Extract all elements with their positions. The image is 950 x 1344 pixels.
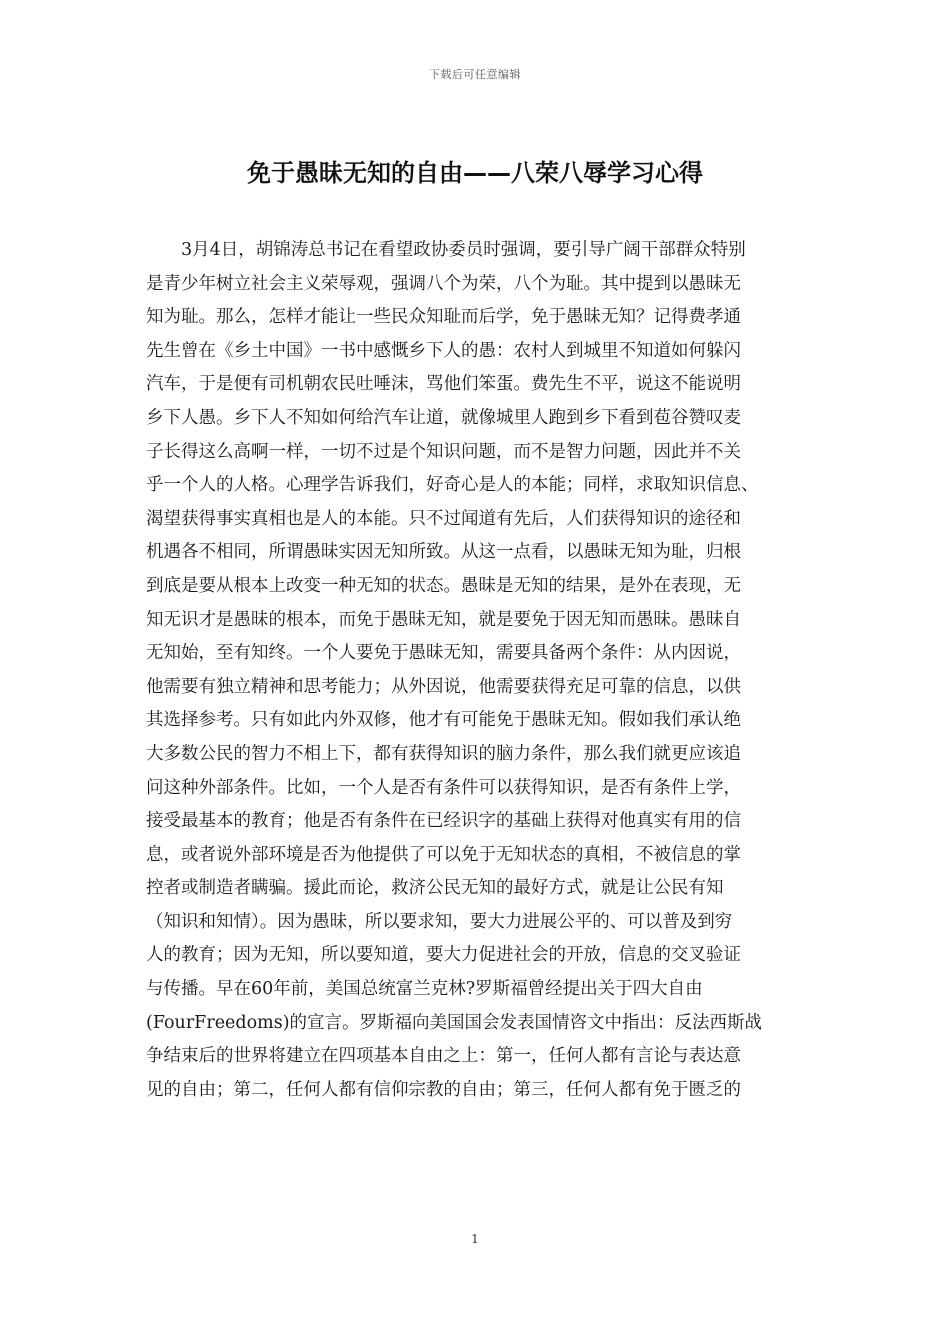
- body-line: 汽车，于是便有司机朝农民吐唾沫，骂他们笨蛋。费先生不平，说这不能说明: [146, 374, 741, 395]
- page-header-note: 下载后可任意编辑: [429, 68, 521, 81]
- body-line: (FourFreedoms)的宣言。罗斯福向美国国会发表国情咨文中指出：反法西斯战: [146, 1012, 763, 1033]
- body-line: 到底是要从根本上改变一种无知的状态。愚昧是无知的结果，是外在表现，无: [146, 575, 741, 596]
- body-line: 见的自由；第二，任何人都有信仰宗教的自由；第三，任何人都有免于匮乏的: [146, 1079, 741, 1100]
- body-line: 其选择参考。只有如此内外双修，他才有可能免于愚昧无知。假如我们承认绝: [146, 710, 741, 731]
- body-line: 3月4日，胡锦涛总书记在看望政协委员时强调，要引导广阔干部群众特别: [146, 240, 746, 260]
- body-line: 他需要有独立精神和思考能力；从外因说，他需要获得充足可靠的信息，以供: [146, 676, 741, 697]
- body-line: 乡下人愚。乡下人不知如何给汽车让道，就像城里人跑到乡下看到苞谷赞叹麦: [146, 407, 741, 428]
- body-line: 先生曾在《乡土中国》一书中感慨乡下人的愚：农村人到城里不知道如何躲闪: [146, 340, 741, 361]
- body-line: 与传播。早在60年前，美国总统富兰克林?罗斯福曾经提出关于四大自由: [146, 979, 703, 1000]
- body-line: 息，或者说外部环境是否为他提供了可以免于无知状态的真相，不被信息的掌: [146, 844, 741, 865]
- body-line: 机遇各不相同，所谓愚昧实因无知所致。从这一点看，以愚昧无知为耻，归根: [146, 542, 741, 563]
- body-line: 知为耻。那么，怎样才能让一些民众知耻而后学，免于愚昧无知？记得费孝通: [146, 307, 741, 328]
- body-line: 争结束后的世界将建立在四项基本自由之上：第一，任何人都有言论与表达意: [146, 1046, 741, 1067]
- body-paragraph: [146, 234, 806, 1107]
- page-number: 1: [471, 1232, 479, 1246]
- body-line: 乎一个人的人格。心理学告诉我们，好奇心是人的本能；同样，求取知识信息、: [146, 475, 759, 496]
- body-line: （知识和知情）。因为愚昧，所以要求知，要大力进展公平的、可以普及到穷: [146, 911, 733, 932]
- body-line: 无知始，至有知终。一个人要免于愚昧无知，需要具备两个条件：从内因说，: [146, 643, 741, 664]
- body-line: 大多数公民的智力不相上下，都有获得知识的脑力条件，那么我们就更应该追: [146, 743, 741, 764]
- body-line: 是青少年树立社会主义荣辱观，强调八个为荣，八个为耻。其中提到以愚昧无: [146, 273, 741, 294]
- body-line: 渴望获得事实真相也是人的本能。只不过闻道有先后，人们获得知识的途径和: [146, 508, 741, 529]
- body-line: 问这种外部条件。比如，一个人是否有条件可以获得知识，是否有条件上学，: [146, 777, 741, 798]
- body-line: 子长得这么高啊一样，一切不过是个知识问题，而不是智力问题，因此并不关: [146, 441, 741, 462]
- body-line: 接受最基本的教育；他是否有条件在已经识字的基础上获得对他真实有用的信: [146, 811, 741, 832]
- body-line: 控者或制造者瞒骗。援此而论，救济公民无知的最好方式，就是让公民有知: [146, 878, 724, 899]
- body-line: 知无识才是愚昧的根本，而免于愚昧无知，就是要免于因无知而愚昧。愚昧自: [146, 609, 741, 630]
- body-line: 人的教育；因为无知，所以要知道，要大力促进社会的开放，信息的交叉验证: [146, 945, 741, 966]
- document-title: 免于愚昧无知的自由——八荣八辱学习心得: [247, 159, 703, 187]
